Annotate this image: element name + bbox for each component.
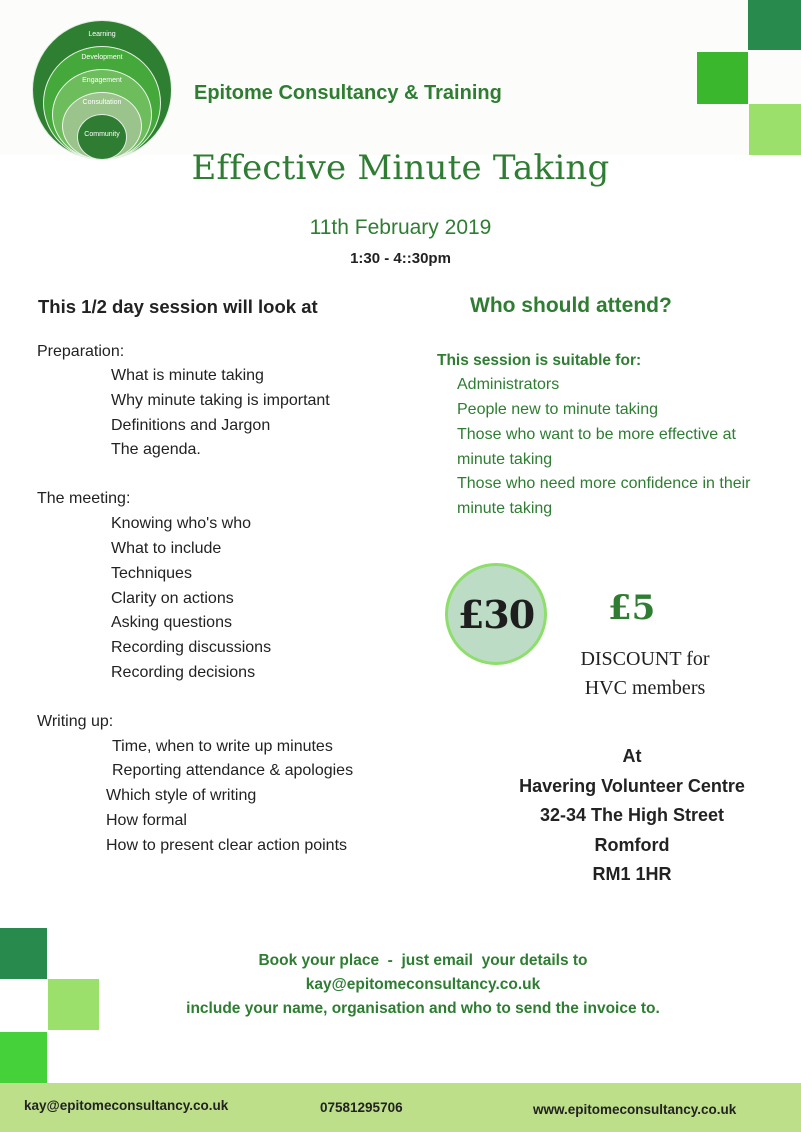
list-item: Recording discussions bbox=[111, 639, 272, 656]
audience-item: Administrators bbox=[457, 376, 560, 393]
booking-line: Book your place - just email your details to bbox=[258, 952, 588, 969]
event-time: 1:30 - 4::30pm bbox=[350, 250, 451, 267]
venue-line: At bbox=[622, 746, 642, 766]
list-item: What to include bbox=[111, 540, 222, 557]
list-item: What is minute taking bbox=[111, 367, 264, 384]
price-value: £30 bbox=[457, 591, 535, 637]
attend-heading: Who should attend? bbox=[470, 294, 672, 317]
audience-item: People new to minute taking bbox=[457, 401, 659, 418]
price-badge bbox=[445, 563, 547, 665]
session-heading: This 1/2 day session will look at bbox=[38, 296, 318, 317]
logo-ring-label: Community bbox=[84, 131, 120, 138]
event-date: 11th February 2019 bbox=[309, 216, 492, 239]
company-logo bbox=[32, 20, 172, 160]
logo-ring-label: Development bbox=[81, 54, 123, 61]
list-item: Techniques bbox=[111, 565, 192, 582]
discount-line: DISCOUNT for bbox=[580, 648, 710, 670]
list-item: Why minute taking is important bbox=[111, 392, 330, 409]
page-title: Effective Minute Taking bbox=[191, 148, 610, 188]
list-item: Reporting attendance & apologies bbox=[112, 762, 354, 779]
footer-email-link[interactable]: kay@epitomeconsultancy.co.uk bbox=[24, 1098, 229, 1113]
list-item: How to present clear action points bbox=[106, 837, 348, 854]
list-item: Definitions and Jargon bbox=[111, 417, 271, 434]
logo-ring-label: Learning bbox=[88, 31, 116, 38]
list-item: Asking questions bbox=[111, 614, 232, 631]
discount-amount: £5 bbox=[608, 588, 656, 628]
suitable-label: This session is suitable for: bbox=[437, 352, 642, 369]
list-item: Time, when to write up minutes bbox=[112, 738, 333, 755]
decor-square-dark bbox=[748, 0, 801, 50]
footer-website-link[interactable]: www.epitomeconsultancy.co.uk bbox=[533, 1102, 737, 1117]
logo-ring-label: Consultation bbox=[82, 99, 122, 106]
list-item: How formal bbox=[106, 812, 187, 829]
list-item: Recording decisions bbox=[111, 664, 256, 681]
discount-text bbox=[555, 645, 735, 703]
list-item: Which style of writing bbox=[106, 787, 257, 804]
venue-line: RM1 1HR bbox=[592, 864, 672, 884]
section-label-preparation: Preparation: bbox=[37, 343, 125, 360]
list-item: Clarity on actions bbox=[111, 590, 234, 607]
venue-address bbox=[482, 742, 782, 890]
audience-item: Those who want to be more effective at minute taking bbox=[457, 426, 736, 468]
logo-ring-label: Engagement bbox=[82, 77, 122, 84]
decor-square-mid bbox=[697, 52, 748, 104]
venue-line: Havering Volunteer Centre bbox=[519, 775, 745, 796]
venue-line: Romford bbox=[594, 834, 670, 855]
list-item: Knowing who's who bbox=[111, 515, 252, 532]
footer-bar bbox=[0, 1083, 801, 1132]
booking-email-link[interactable]: kay@epitomeconsultancy.co.uk bbox=[305, 976, 541, 993]
booking-info bbox=[0, 949, 801, 1021]
discount-line: HVC members bbox=[584, 677, 706, 699]
section-label-writing-up: Writing up: bbox=[37, 713, 114, 730]
booking-line: include your name, organisation and who to send the invoice to. bbox=[186, 1000, 660, 1017]
footer-phone[interactable]: 07581295706 bbox=[320, 1100, 403, 1115]
company-name: Epitome Consultancy & Training bbox=[194, 82, 502, 104]
venue-line: 32-34 The High Street bbox=[539, 805, 725, 825]
section-label-meeting: The meeting: bbox=[37, 490, 131, 507]
decor-square-bright bbox=[0, 1032, 47, 1083]
list-item: The agenda. bbox=[111, 441, 201, 458]
audience-item: Those who need more confidence in their minute taking bbox=[457, 475, 751, 517]
